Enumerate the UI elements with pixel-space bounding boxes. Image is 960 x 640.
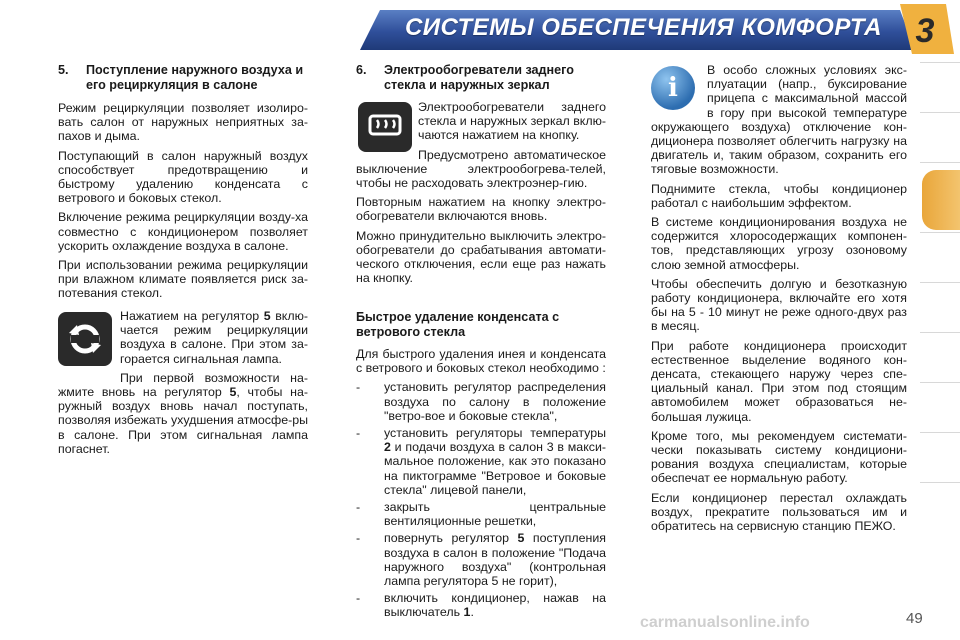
paragraph: Включение режима рециркуляции возду-ха совместно с кондиционером позволяет ускорить охлаждение воздуха в салоне.: [58, 210, 308, 253]
section-5-heading: 5. Поступление наружного воздуха и его рециркуляция в салоне: [58, 63, 304, 92]
quick-defog-heading: Быстрое удаление конденсата с ветрового стекла: [356, 310, 560, 339]
defog-steps-list: [356, 380, 606, 619]
paragraph: При работе кондиционера происходит естественное выделение водяного кон-денсата, стекающего наружу через спе-циальный канал. При этом под стоящим автомобилем может образоваться не-большая лужица.: [651, 338, 907, 424]
list-item: - закрыть центральные вентиляционные решетки,: [356, 500, 606, 528]
column-1: [58, 63, 308, 306]
section-6-heading: 6. Электрообогреватели заднего стекла и наружных зеркал: [356, 63, 574, 92]
paragraph: Поступающий в салон наружный воздух способствует предотвращению и быстрому удалению конденсата с ветрового и боковых стекол.: [58, 148, 308, 206]
column-2-lower: [356, 310, 606, 623]
column-2: [356, 63, 606, 290]
page-number: 49: [906, 610, 923, 627]
chapter-tab[interactable]: [920, 332, 960, 378]
page-title: СИСТЕМЫ ОБЕСПЕЧЕНИЯ КОМФОРТА: [404, 14, 882, 41]
chapter-tab[interactable]: [920, 232, 960, 278]
list-item: - повернуть регулятор 5 поступления воздуха в салон в положение "Подача наружного воздуха" (контрольная лампа регулятора 5 не горит),: [356, 531, 606, 588]
column-3: [651, 63, 907, 538]
paragraph: Если кондиционер перестал охлаждать воздух, прекратите пользоваться им и обратитесь на сервисную станцию ПЕЖО.: [651, 490, 907, 534]
chapter-tab-active[interactable]: [922, 170, 960, 230]
paragraph: Чтобы обеспечить долгую и безотказную работу кондиционера, включайте его хотя бы на 5 - 10 минут не реже одного-двух раз в месяц.: [651, 276, 907, 334]
chapter-tab[interactable]: [920, 482, 960, 528]
paragraph: Нажатием на регулятор 5 вклю-чается режим рециркуляции воздуха в салоне. При этом за-горается сигнальная лампа.: [120, 309, 308, 366]
paragraph: В системе кондиционирования воздуха не содержится хлоросодержащих компонен-тов, представляющих угрозу озоновому слою земной атмосферы.: [651, 215, 907, 272]
paragraph: Электрообогреватели заднего стекла и наружных зеркал вклю-чаются нажатием на кнопку.: [418, 100, 606, 143]
chapter-tab[interactable]: [920, 112, 960, 158]
paragraph: Режим рециркуляции позволяет изолиро-вать салон от наружных неприятных за-пахов и дыма.: [58, 101, 308, 144]
list-item: - включить кондиционер, нажав на выключатель 1.: [356, 591, 606, 619]
chapter-tab[interactable]: [920, 62, 960, 108]
paragraph: Повторным нажатием на кнопку электро-обогреватели включаются вновь.: [356, 195, 606, 224]
paragraph: Предусмотрено автоматическое выключение электрообогрева-телей, чтобы не расходовать электроэнер-гию.: [356, 147, 606, 191]
chapter-tab[interactable]: [920, 382, 960, 428]
rear-defrost-icon: [358, 102, 412, 152]
column-1-lower: [58, 309, 308, 461]
list-item: - установить регуляторы температуры 2 и подачи воздуха в салон 3 в макси-мальное положение, как это показано на пиктограмме "Ветровое и боковые стекла" лицевой панели,: [356, 426, 606, 497]
watermark: carmanualsonline.info: [640, 614, 810, 631]
chapter-number: 3: [915, 11, 935, 50]
paragraph: Поднимите стекла, чтобы кондиционер работал с наибольшим эффектом.: [651, 181, 907, 210]
paragraph: Кроме того, мы рекомендуем системати-чески показывать систему кондициони-рования воздуха специалистам, которые обеспечат ее нормальную работу.: [651, 428, 907, 486]
info-icon: i: [651, 66, 695, 110]
paragraph: Можно принудительно выключить электро-обогреватели до срабатывания автомати-ческого отключения, если еще раз нажать на кнопку.: [356, 228, 606, 286]
list-item: - установить регулятор распределения воздуха по салону в положение "ветро-вое и боковые стекла",: [356, 380, 606, 423]
paragraph: Для быстрого удаления инея и конденсата с ветрового и боковых стекол необходимо :: [356, 347, 606, 376]
chapter-tabs-rail: [920, 62, 960, 542]
chapter-tab[interactable]: [920, 432, 960, 478]
paragraph: При первой возможности на-жмите вновь на регулятор 5, чтобы на-ружный воздух вновь начал поступать, позволяя избежать ухудшения атмосфе-ры в салоне. При этом сигнальная лампа погаснет.: [58, 370, 309, 456]
paragraph: При использовании режима рециркуляции при влажном климате появляется риск за-потевания стекол.: [58, 258, 308, 301]
paragraph: В особо сложных условиях экс-плуатации (напр., буксирование прицепа с максимальной массой в гору при высокой температуре окружающего воздуха) отключение кон-диционера позволяет облегчить нагрузку на двигатель и, таким образом, сохранить его тяговые возможности.: [651, 63, 907, 177]
chapter-tab[interactable]: [920, 282, 960, 328]
